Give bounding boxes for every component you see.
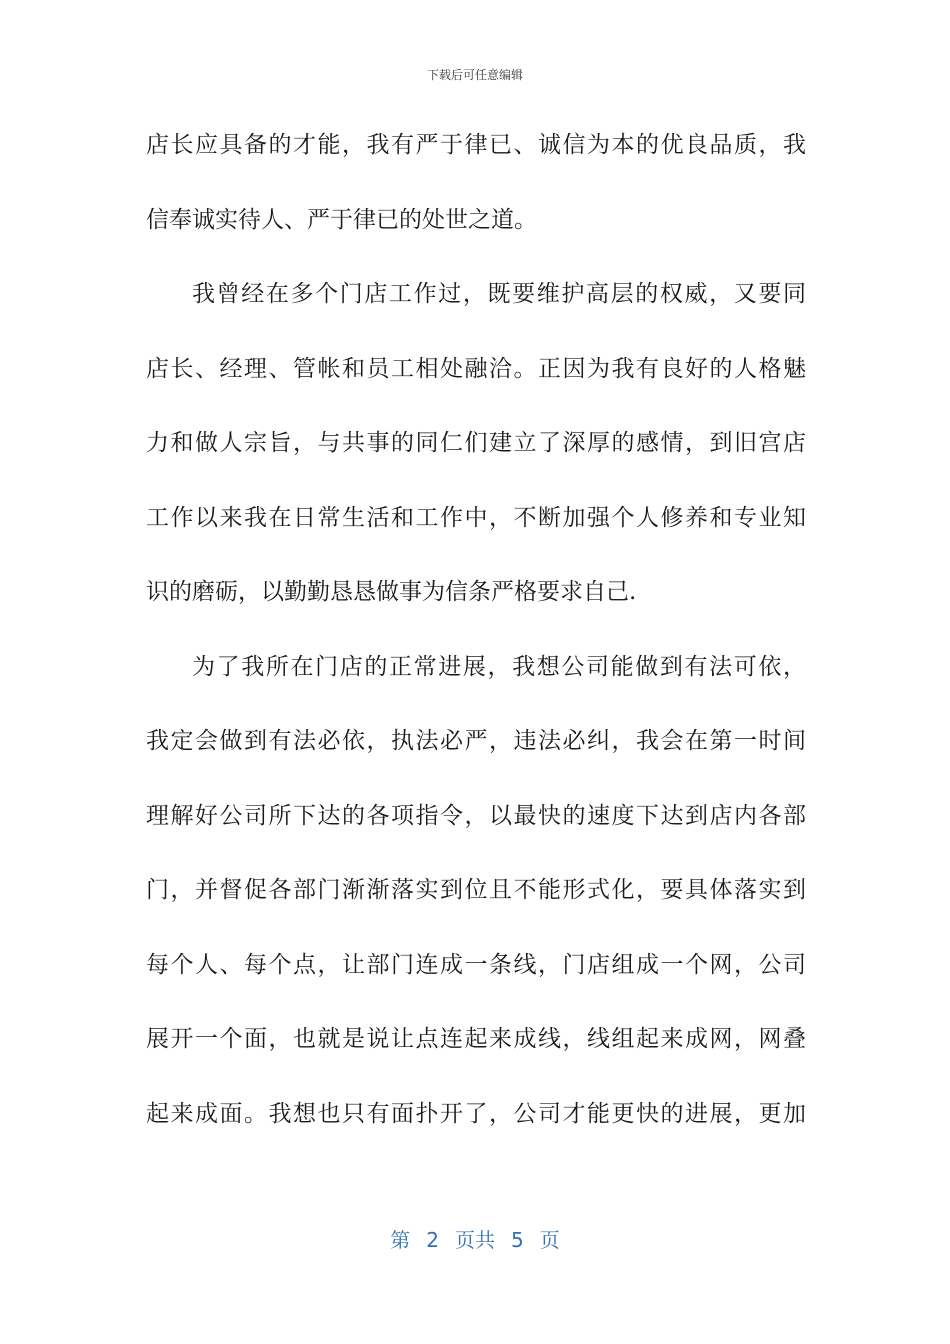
footer-page-number: 2	[426, 1228, 439, 1252]
text-line: 信奉诚实待人、严于律已的处世之道。	[146, 206, 537, 233]
document-body	[146, 108, 806, 1151]
footer-ye: 页	[539, 1228, 560, 1252]
text-line: 门，并督促各部门渐渐落实到位且不能形式化，要具体落实到	[146, 877, 806, 903]
text-line: 店长应具备的才能，我有严于律已、诚信为本的优良品质，我	[146, 132, 806, 158]
footer-di: 第	[390, 1228, 411, 1252]
footer-ye-gong: 页共	[455, 1228, 495, 1252]
text-line: 我定会做到有法必依，执法必严，违法必纠，我会在第一时间	[146, 728, 806, 754]
paragraph-start-line: 为了我所在门店的正常进展，我想公司能做到有法可依，	[192, 653, 806, 680]
paragraph-start-line: 我曾经在多个门店工作过，既要维护高层的权威，又要同	[192, 281, 806, 307]
text-line: 识的磨砺，以勤勤恳恳做事为信条严格要求自己.	[146, 579, 637, 605]
text-line: 展开一个面，也就是说让点连起来成线，线组起来成网，网叠	[146, 1026, 806, 1052]
text-line: 每个人、每个点，让部门连成一条线，门店组成一个网，公司	[146, 951, 806, 978]
text-line: 工作以来我在日常生活和工作中，不断加强个人修养和专业知	[146, 504, 806, 531]
text-line: 店长、经理、管帐和员工相处融洽。正因为我有良好的人格魅	[146, 355, 806, 382]
text-line: 理解好公司所下达的各项指令，以最快的速度下达到店内各部	[146, 802, 806, 829]
page-footer	[0, 1224, 950, 1253]
text-line: 力和做人宗旨，与共事的同仁们建立了深厚的感情，到旧宫店	[146, 430, 806, 456]
footer-total-pages: 5	[511, 1228, 524, 1252]
text-line: 起来成面。我想也只有面扑开了，公司才能更快的进展，更加	[146, 1100, 806, 1127]
header-note: 下载后可任意编辑	[426, 68, 523, 82]
